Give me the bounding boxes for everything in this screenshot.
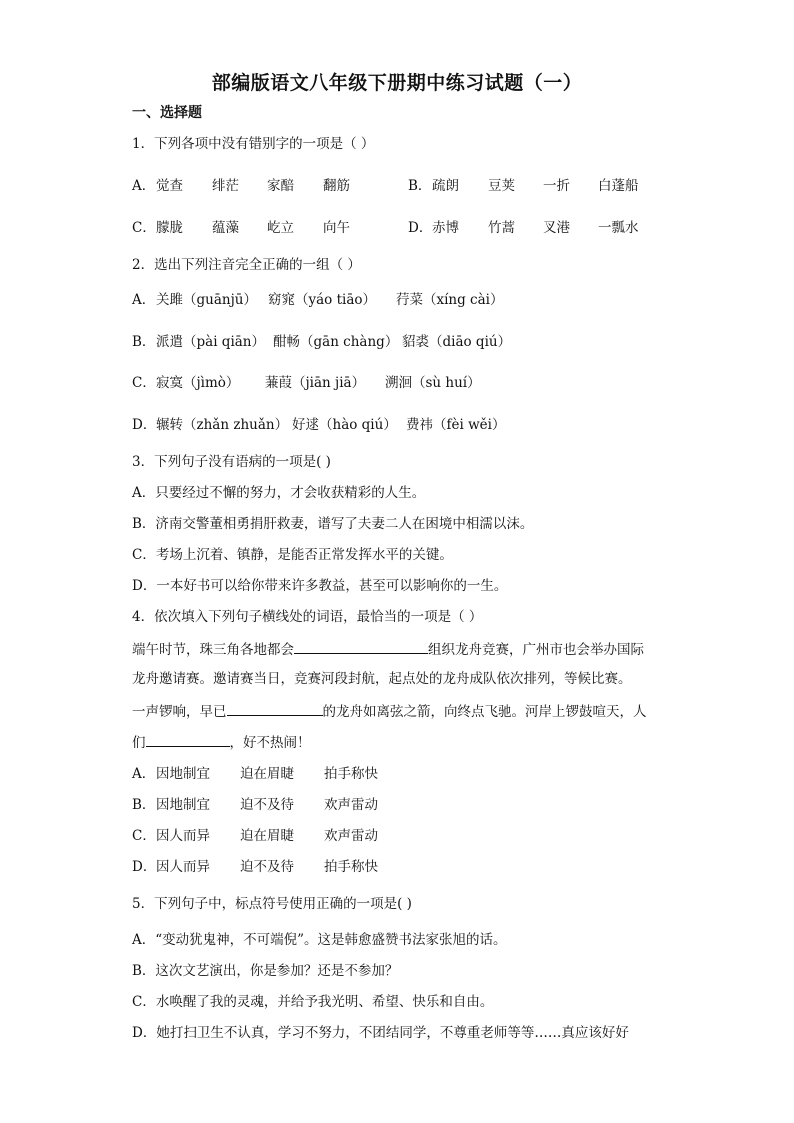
q3-option-b: B．济南交警董相勇捐肝救妻，谱写了夫妻二人在困境中相濡以沫。	[132, 516, 534, 532]
q2-option-b-item: 酣畅（gān chàng）	[273, 334, 399, 350]
q4-option-d-word: 迫不及待	[240, 859, 294, 875]
q3-option-d: D．一本好书可以给你带来许多教益，甚至可以影响你的一生。	[132, 578, 508, 594]
q4-option-a-word: 拍手称快	[324, 766, 378, 782]
q1-option-b-word: 一折	[543, 178, 570, 194]
q2-option-c-item: 蒹葭（jiān jiā）	[265, 375, 366, 391]
q4-option-b-word: 迫不及待	[240, 797, 294, 813]
q1-option-d-word: 竹蒿	[488, 220, 515, 236]
q1-option-b-word: 白蓬船	[598, 178, 639, 194]
q3-option-a: A．只要经过不懈的努力，才会收获精彩的人生。	[132, 485, 426, 501]
page-title: 部编版语文八年级下册期中练习试题（一）	[211, 72, 583, 94]
q4-option-b-label: B．	[132, 797, 156, 813]
fill-blank	[227, 701, 323, 716]
q1-option-c-label: C．	[132, 220, 156, 236]
q4-option-d-word: 因人而异	[156, 859, 210, 875]
q4-option-c-word: 欢声雷动	[324, 828, 378, 844]
q2-option-a-item: 窈窕（yáo tiāo）	[268, 292, 377, 308]
q2-option-b-label: B．	[132, 334, 156, 350]
q3-option-c: C．考场上沉着、镇静，是能否正常发挥水平的关键。	[132, 547, 453, 563]
q2-option-c-item: 溯洄（sù huí）	[385, 375, 481, 391]
q5-option-a: A．“变动犹鬼神，不可端倪”。这是韩愈盛赞书法家张旭的话。	[132, 932, 507, 948]
section-heading: 一、选择题	[132, 105, 202, 121]
q1-option-c-word: 向午	[323, 220, 350, 236]
q1-option-c-word: 屹立	[267, 220, 294, 236]
q1-option-b-word: 豆荚	[488, 178, 515, 194]
q2-option-c-label: C．	[132, 375, 156, 391]
q1-option-d-word: 一瓢水	[598, 220, 639, 236]
q4-passage-text: 们	[132, 735, 146, 751]
q4-passage-text: ，好不热闹！	[229, 735, 311, 751]
q4-option-c-word: 迫在眉睫	[240, 828, 294, 844]
q1-option-a-word: 家醅	[267, 178, 294, 194]
q4-stem: 4．依次填入下列句子横线处的词语，最恰当的一项是（ ）	[132, 609, 483, 625]
fill-blank	[294, 639, 428, 654]
q4-passage-line	[132, 639, 644, 659]
q5-option-d: D．她打扫卫生不认真，学习不努力，不团结同学，不尊重老师等等……真应该好好	[132, 1025, 629, 1041]
q1-stem: 1．下列各项中没有错别字的一项是（ ）	[132, 136, 375, 152]
q5-option-c: C．水唤醒了我的灵魂，并给予我光明、希望、快乐和自由。	[132, 994, 494, 1010]
q5-stem: 5．下列句子中，标点符号使用正确的一项是( )	[132, 896, 412, 912]
q1-option-a-label: A．	[132, 178, 156, 194]
q1-option-c-word: 蕴藻	[212, 220, 239, 236]
q4-passage-text: 的龙舟如离弦之箭，向终点飞驰。河岸上锣鼓喧天，人	[322, 704, 647, 720]
q4-passage-line	[132, 701, 647, 721]
q1-option-d-label: D．	[408, 220, 433, 236]
q4-passage-line: 龙舟邀请赛。邀请赛当日，竞赛河段封航，起点处的龙舟成队依次排列，等候比赛。	[132, 671, 632, 687]
q2-option-b-item: 派遣（pài qiān）	[156, 334, 266, 350]
q1-option-a-word: 翻筋	[323, 178, 350, 194]
q4-option-d-label: D．	[132, 859, 157, 875]
q2-option-a-item: 关雎（guānjū）	[156, 292, 257, 308]
q2-option-d-item: 辗转（zhǎn zhuǎn）	[156, 417, 289, 433]
q1-option-a-word: 绯茫	[212, 178, 239, 194]
q4-passage-text: 端午时节，珠三角各地都会	[132, 642, 294, 658]
q3-stem: 3．下列句子没有语病的一项是( )	[132, 454, 331, 470]
q2-stem: 2．选出下列注音完全正确的一组（ ）	[132, 257, 361, 273]
q4-option-a-label: A．	[132, 766, 156, 782]
q4-option-c-label: C．	[132, 828, 156, 844]
q2-option-d-item: 费祎（fèi wěi）	[406, 417, 506, 433]
q4-option-a-word: 迫在眉睫	[240, 766, 294, 782]
q2-option-c-item: 寂寞（jìmò）	[156, 375, 240, 391]
q4-passage-text: 组织龙舟竞赛，广州市也会举办国际	[428, 642, 644, 658]
q5-option-b: B．这次文艺演出，你是参加？还是不参加？	[132, 963, 399, 979]
q2-option-d-item: 好逑（hào qiú）	[292, 417, 397, 433]
fill-blank	[146, 732, 230, 747]
q1-option-d-word: 叉港	[543, 220, 570, 236]
q2-option-a-label: A．	[132, 292, 156, 308]
q4-passage-line	[132, 732, 311, 752]
q1-option-d-word: 赤博	[432, 220, 459, 236]
q2-option-b-item: 貂裘（diāo qiú）	[402, 334, 512, 350]
q1-option-a-word: 觉查	[156, 178, 183, 194]
q4-option-d-word: 拍手称快	[324, 859, 378, 875]
q1-option-b-word: 疏朗	[432, 178, 459, 194]
q1-option-b-label: B．	[408, 178, 432, 194]
q2-option-d-label: D．	[132, 417, 157, 433]
q1-option-c-word: 朦胧	[156, 220, 183, 236]
q4-option-a-word: 因地制宜	[156, 766, 210, 782]
q4-option-c-word: 因人而异	[156, 828, 210, 844]
q2-option-a-item: 荇菜（xíng cài）	[396, 292, 504, 308]
q4-option-b-word: 因地制宜	[156, 797, 210, 813]
q4-option-b-word: 欢声雷动	[324, 797, 378, 813]
q4-passage-text: 一声锣响，早已	[132, 704, 227, 720]
